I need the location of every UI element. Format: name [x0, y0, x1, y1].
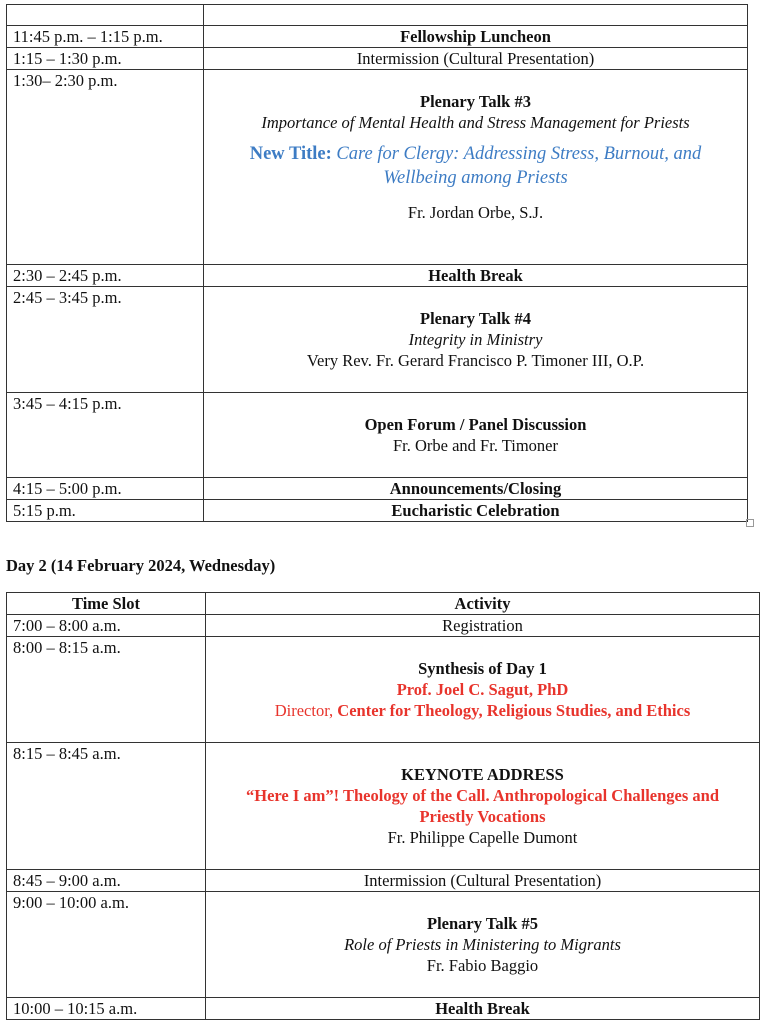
speaker-name: Very Rev. Fr. Gerard Francisco P. Timoner III, O.P. [306, 351, 645, 370]
time-cell: 8:00 – 8:15 a.m. [7, 637, 206, 743]
table-row [7, 615, 760, 637]
speaker-name: Prof. Joel C. Sagut, PhD [396, 680, 569, 699]
speaker-role [212, 700, 753, 721]
new-title-text: Care for Clergy: Addressing Stress, Burnout, and Wellbeing among Priests [336, 144, 702, 188]
activity-cell: Fellowship Luncheon [204, 26, 748, 48]
time-cell: 4:15 – 5:00 p.m. [7, 478, 204, 500]
time-cell: 11:45 p.m. – 1:15 p.m. [7, 26, 204, 48]
session-title: Open Forum / Panel Discussion [364, 415, 587, 434]
session-title: Plenary Talk #3 [420, 92, 531, 111]
session-subtitle: Integrity in Ministry [408, 330, 543, 349]
table-resize-handle[interactable] [746, 519, 754, 527]
time-cell: 8:15 – 8:45 a.m. [7, 743, 206, 870]
session-title: Plenary Talk #4 [420, 309, 531, 328]
new-title-label: New Title: [249, 144, 332, 164]
table-row [7, 26, 748, 48]
session-subtitle: Importance of Mental Health and Stress Management for Priests [261, 113, 690, 132]
header-time-slot: Time Slot [7, 593, 206, 615]
speaker-name: Fr. Jordan Orbe, S.J. [407, 203, 544, 222]
activity-cell: Health Break [204, 265, 748, 287]
session-subtitle: Role of Priests in Ministering to Migrants [344, 935, 621, 954]
activity-cell [206, 892, 760, 998]
table-row [7, 870, 760, 892]
table-row [7, 265, 748, 287]
speaker-name: Fr. Philippe Capelle Dumont [387, 828, 578, 847]
time-cell: 10:00 – 10:15 a.m. [7, 998, 206, 1020]
time-cell: 7:00 – 8:00 a.m. [7, 615, 206, 637]
activity-cell: Eucharistic Celebration [204, 500, 748, 522]
time-cell: 3:45 – 4:15 p.m. [7, 393, 204, 478]
table-row [7, 393, 748, 478]
time-cell: 8:45 – 9:00 a.m. [7, 870, 206, 892]
time-cell: 9:00 – 10:00 a.m. [7, 892, 206, 998]
activity-cell [204, 5, 748, 26]
session-title: Plenary Talk #5 [427, 914, 538, 933]
table-row [7, 5, 748, 26]
speaker-name: Fr. Fabio Baggio [426, 956, 539, 975]
session-title: Synthesis of Day 1 [418, 659, 547, 678]
activity-cell: Intermission (Cultural Presentation) [206, 870, 760, 892]
table-row [7, 287, 748, 393]
day1-schedule-table [6, 4, 748, 522]
time-cell: 5:15 p.m. [7, 500, 204, 522]
activity-cell [206, 637, 760, 743]
new-title [210, 142, 741, 190]
speaker-name: Fr. Orbe and Fr. Timoner [392, 436, 559, 455]
time-cell [7, 5, 204, 26]
table-row [7, 48, 748, 70]
table-row [7, 892, 760, 998]
role-prefix: Director, [274, 701, 334, 720]
activity-cell: Intermission (Cultural Presentation) [204, 48, 748, 70]
session-subtitle: “Here I am”! Theology of the Call. Anthropological Challenges and Priestly Vocations [245, 786, 720, 826]
activity-cell: Announcements/Closing [204, 478, 748, 500]
activity-cell [206, 743, 760, 870]
time-cell: 1:30– 2:30 p.m. [7, 70, 204, 265]
activity-cell: Health Break [206, 998, 760, 1020]
role-org: Center for Theology, Religious Studies, and Ethics [337, 701, 691, 720]
activity-cell: Registration [206, 615, 760, 637]
table-header-row [7, 593, 760, 615]
table-row [7, 998, 760, 1020]
activity-cell [204, 393, 748, 478]
activity-cell [204, 287, 748, 393]
day2-schedule-table [6, 592, 760, 1020]
table-row [7, 70, 748, 265]
time-cell: 2:30 – 2:45 p.m. [7, 265, 204, 287]
time-cell: 1:15 – 1:30 p.m. [7, 48, 204, 70]
day2-heading: Day 2 (14 February 2024, Wednesday) [6, 556, 276, 575]
time-cell: 2:45 – 3:45 p.m. [7, 287, 204, 393]
session-title: KEYNOTE ADDRESS [401, 765, 564, 784]
table-row [7, 478, 748, 500]
table-row [7, 500, 748, 522]
table-row [7, 743, 760, 870]
activity-cell [204, 70, 748, 265]
table-row [7, 637, 760, 743]
header-activity: Activity [206, 593, 760, 615]
